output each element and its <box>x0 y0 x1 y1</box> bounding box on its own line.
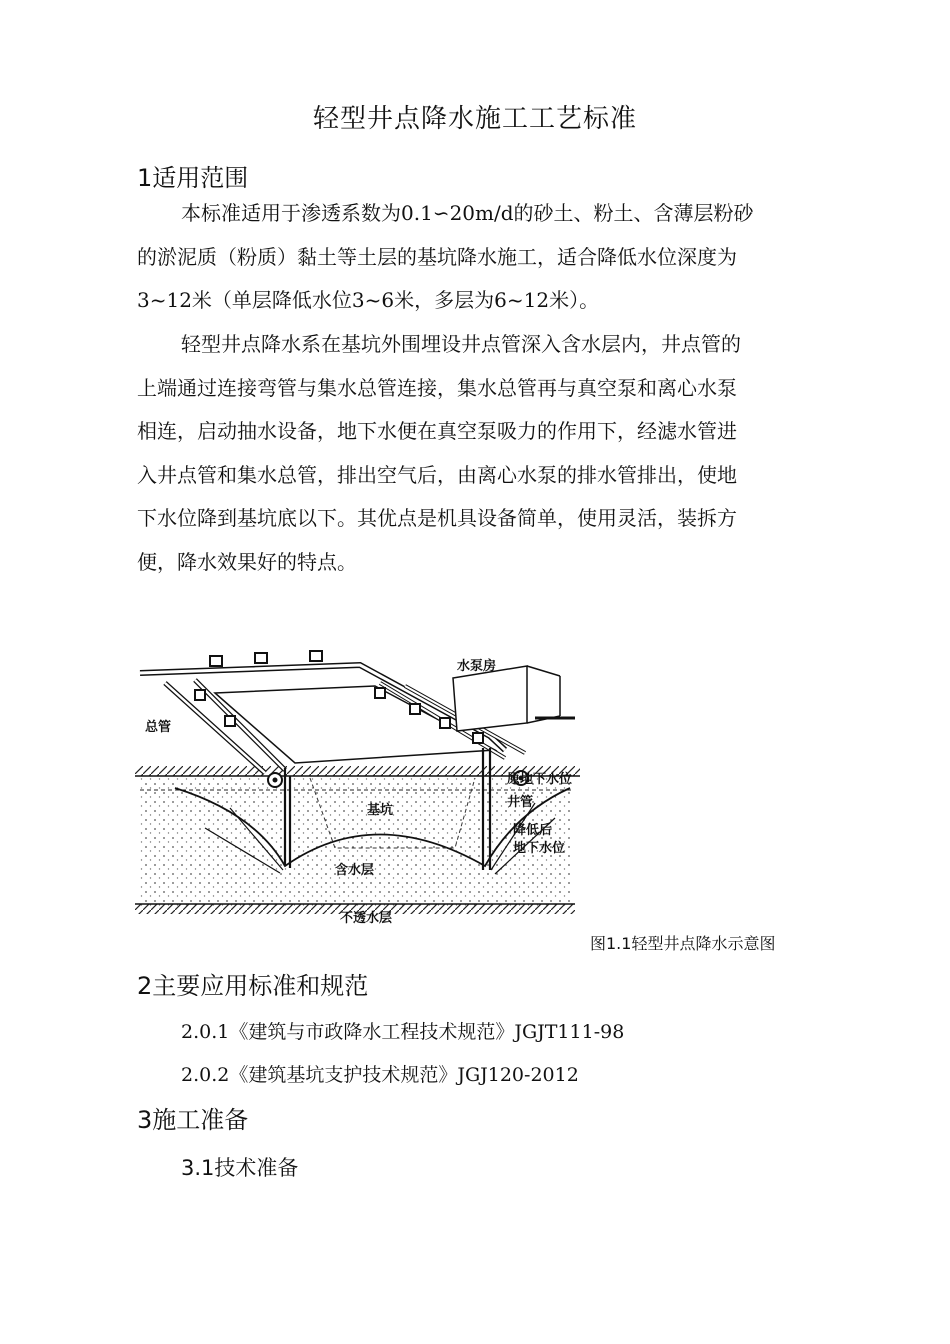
dewatering-diagram <box>135 638 585 928</box>
paragraph-line: 入井点管和集水总管，排出空气后，由离心水泵的排水管排出，使地 <box>137 462 737 487</box>
label-original-water-level: 原地下水位 <box>507 772 573 787</box>
label-pump-house: 水泵房 <box>457 659 497 674</box>
paragraph-line: 相连，启动抽水设备，地下水便在真空泵吸力的作用下，经滤水管进 <box>137 419 737 443</box>
reference-item: 2.0.1《建筑与市政降水工程技术规范》JGJT111-98 <box>181 1021 625 1043</box>
label-lowered-level-1: 降低后 <box>513 823 553 838</box>
paragraph-line: 3~12米（单层降低水位3~6米，多层为6~12米）。 <box>137 288 600 312</box>
paragraph-line: 的淤泥质（粉质）黏土等土层的基坑降水施工，适合降低水位深度为 <box>137 244 737 269</box>
reference-item: 2.0.2《建筑基坑支护技术规范》JGJ120-2012 <box>181 1064 579 1086</box>
label-pit: 基坑 <box>367 803 394 818</box>
subsection-3-1-heading: 3.1技术准备 <box>181 1156 299 1180</box>
paragraph-line: 下水位降到基坑底以下。其优点是机具设备简单，使用灵活，装拆方 <box>137 506 737 530</box>
section-1-paragraph-1 <box>137 192 817 323</box>
paragraph-line: 本标准适用于渗透系数为0.1∽20m/d的砂土、粉土、含薄层粉砂 <box>181 201 754 225</box>
paragraph-line: 便，降水效果好的特点。 <box>137 549 357 574</box>
page-title: 轻型井点降水施工工艺标准 <box>312 104 637 134</box>
label-main-pipe: 总管 <box>145 720 172 735</box>
section-1-heading: 1适用范围 <box>137 164 249 192</box>
pump-house <box>453 666 527 731</box>
section-2-heading: 2主要应用标准和规范 <box>137 972 369 1000</box>
paragraph-line: 轻型井点降水系在基坑外围埋设井点管深入含水层内，井点管的 <box>181 332 741 356</box>
section-1-paragraph-2 <box>137 323 817 584</box>
label-impermeable: 不透水层 <box>340 911 393 926</box>
label-lowered-level-2: 地下水位 <box>513 841 566 856</box>
figure-caption: 图1.1轻型井点降水示意图 <box>590 934 776 953</box>
section-3-heading: 3施工准备 <box>137 1106 249 1134</box>
paragraph-line: 上端通过连接弯管与集水总管连接，集水总管再与真空泵和离心水泵 <box>137 375 737 400</box>
label-well-pipe: 井管 <box>507 795 534 810</box>
label-aquifer: 含水层 <box>335 863 375 878</box>
